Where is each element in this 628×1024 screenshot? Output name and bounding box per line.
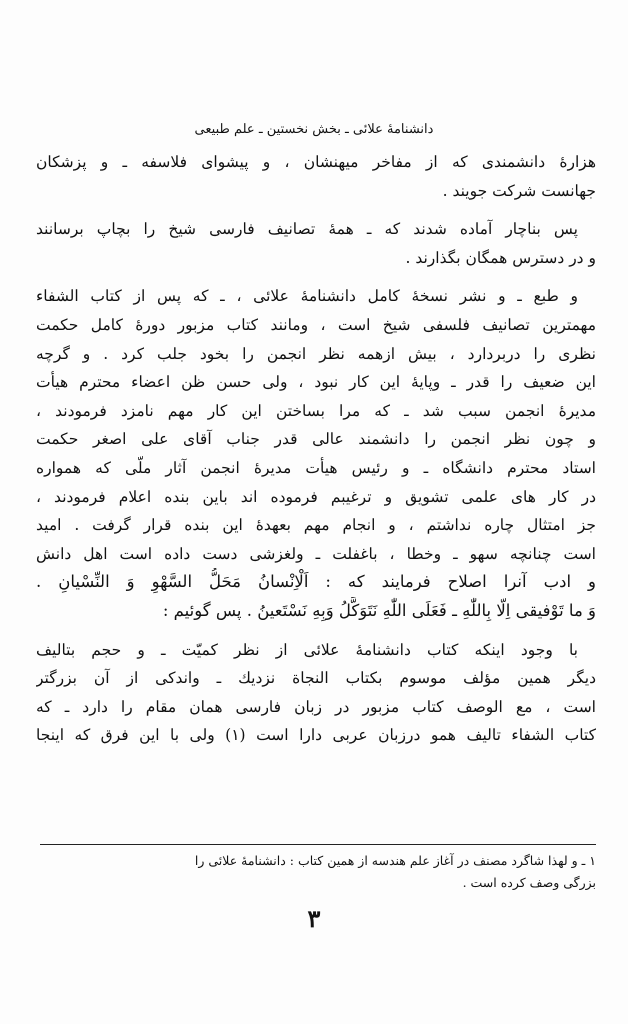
footnote-line: بزرگی وصف کرده است . [462,875,596,890]
text-line: است ، مع الوصف کتاب مزبور در زبان فارسی همان مقام را دارد ـ که [36,697,596,716]
page-number: ۳ [307,904,321,933]
text-line: و چون نظر انجمن را دانشمند عالی قدر جناب آقای علی اصغر حکمت [36,430,596,449]
text-line: جز امتثال چاره نداشتم ، و انجام مهم بعهدهٔ این بنده قرار گرفت . امید [36,516,596,535]
text-line: و طبع ـ و نشر نسخهٔ کامل دانشنامهٔ علائی ، ـ که پس از کتاب الشفاء [36,287,578,306]
text-line: مدیرهٔ انجمن سبب شد ـ که مرا بساختن این کار مهم نامزد فرمودند ، [36,401,596,420]
running-header: دانشنامهٔ علائی ـ بخش نخستین ـ علم طبیعی [194,122,434,137]
body-text [36,148,596,750]
text-line: جهانست شرکت جویند . [442,181,596,200]
text-line: و در دسترس همگان بگذارند . [405,248,596,267]
text-line: مهمترین تصانیف فلسفی شیخ است ، ومانند کتاب مزبور دورهٔ کامل حکمت [36,315,596,334]
quranic-verse-line: و ادب آنرا اصلاح فرمایند که : اَلْاِنْسانُ مَحَلُّ السَّهْوِ وَ النِّسْیانِ . [36,572,596,592]
text-line: نظری را دربردارد ، بیش ازهمه نظر انجمن را بخود جلب کرد . و گرچه [36,344,596,363]
quranic-verse-line: وَ ما تَوْفیقی اِلّا بِاللّٰهِ ـ فَعَلَی اللّٰهِ نَتَوَکَّلُ وَبِهِ نَسْتَعینُ . پس گوئیم : [162,600,596,620]
text-line: با وجود اینکه کتاب دانشنامهٔ علائی از نظر کمیّت ـ و حجم بتالیف [36,640,578,659]
text-line: استاد محترم دانشگاه ـ و رئیس هیأت مدیرهٔ انجمن آثار ملّی که همواره [36,458,596,477]
footnotes [40,850,596,894]
text-line: دیگر همین مؤلف موسوم بکتاب النجاة نزدیك ـ واندکی از آن بزرگتر [36,669,596,688]
text-line: این ضعیف را قدر ـ وپایهٔ این کار نبود ، ولی حسن ظن اعضاء محترم هیأت [36,373,596,392]
footnote-divider [40,844,596,845]
text-line: پس بناچار آماده شدند که ـ همهٔ تصانیف فارسی شیخ را بچاپ برسانند [36,220,578,239]
text-line: هزارهٔ دانشمندی که از مفاخر میهنشان ، و پیشوای فلاسفه ـ و پزشکان [36,153,596,171]
text-line: است چنانچه سهو ـ وخطا ، باغفلت ـ ولغزشی دست داده است اهل دانش [36,544,596,563]
footnote-line: ۱ ـ و لهذا شاگرد مصنف در آغاز علم هندسه از همین کتاب : دانشنامهٔ علائی را [194,853,596,868]
text-line: در کار های علمی تشویق و ترغیبم فرموده اند باین بنده اعلام فرمودند ، [36,487,596,506]
text-line: کتاب الشفاء تالیف همو درزبان عربی دارا است (۱) ولی با این فرق که اینجا [36,726,596,745]
